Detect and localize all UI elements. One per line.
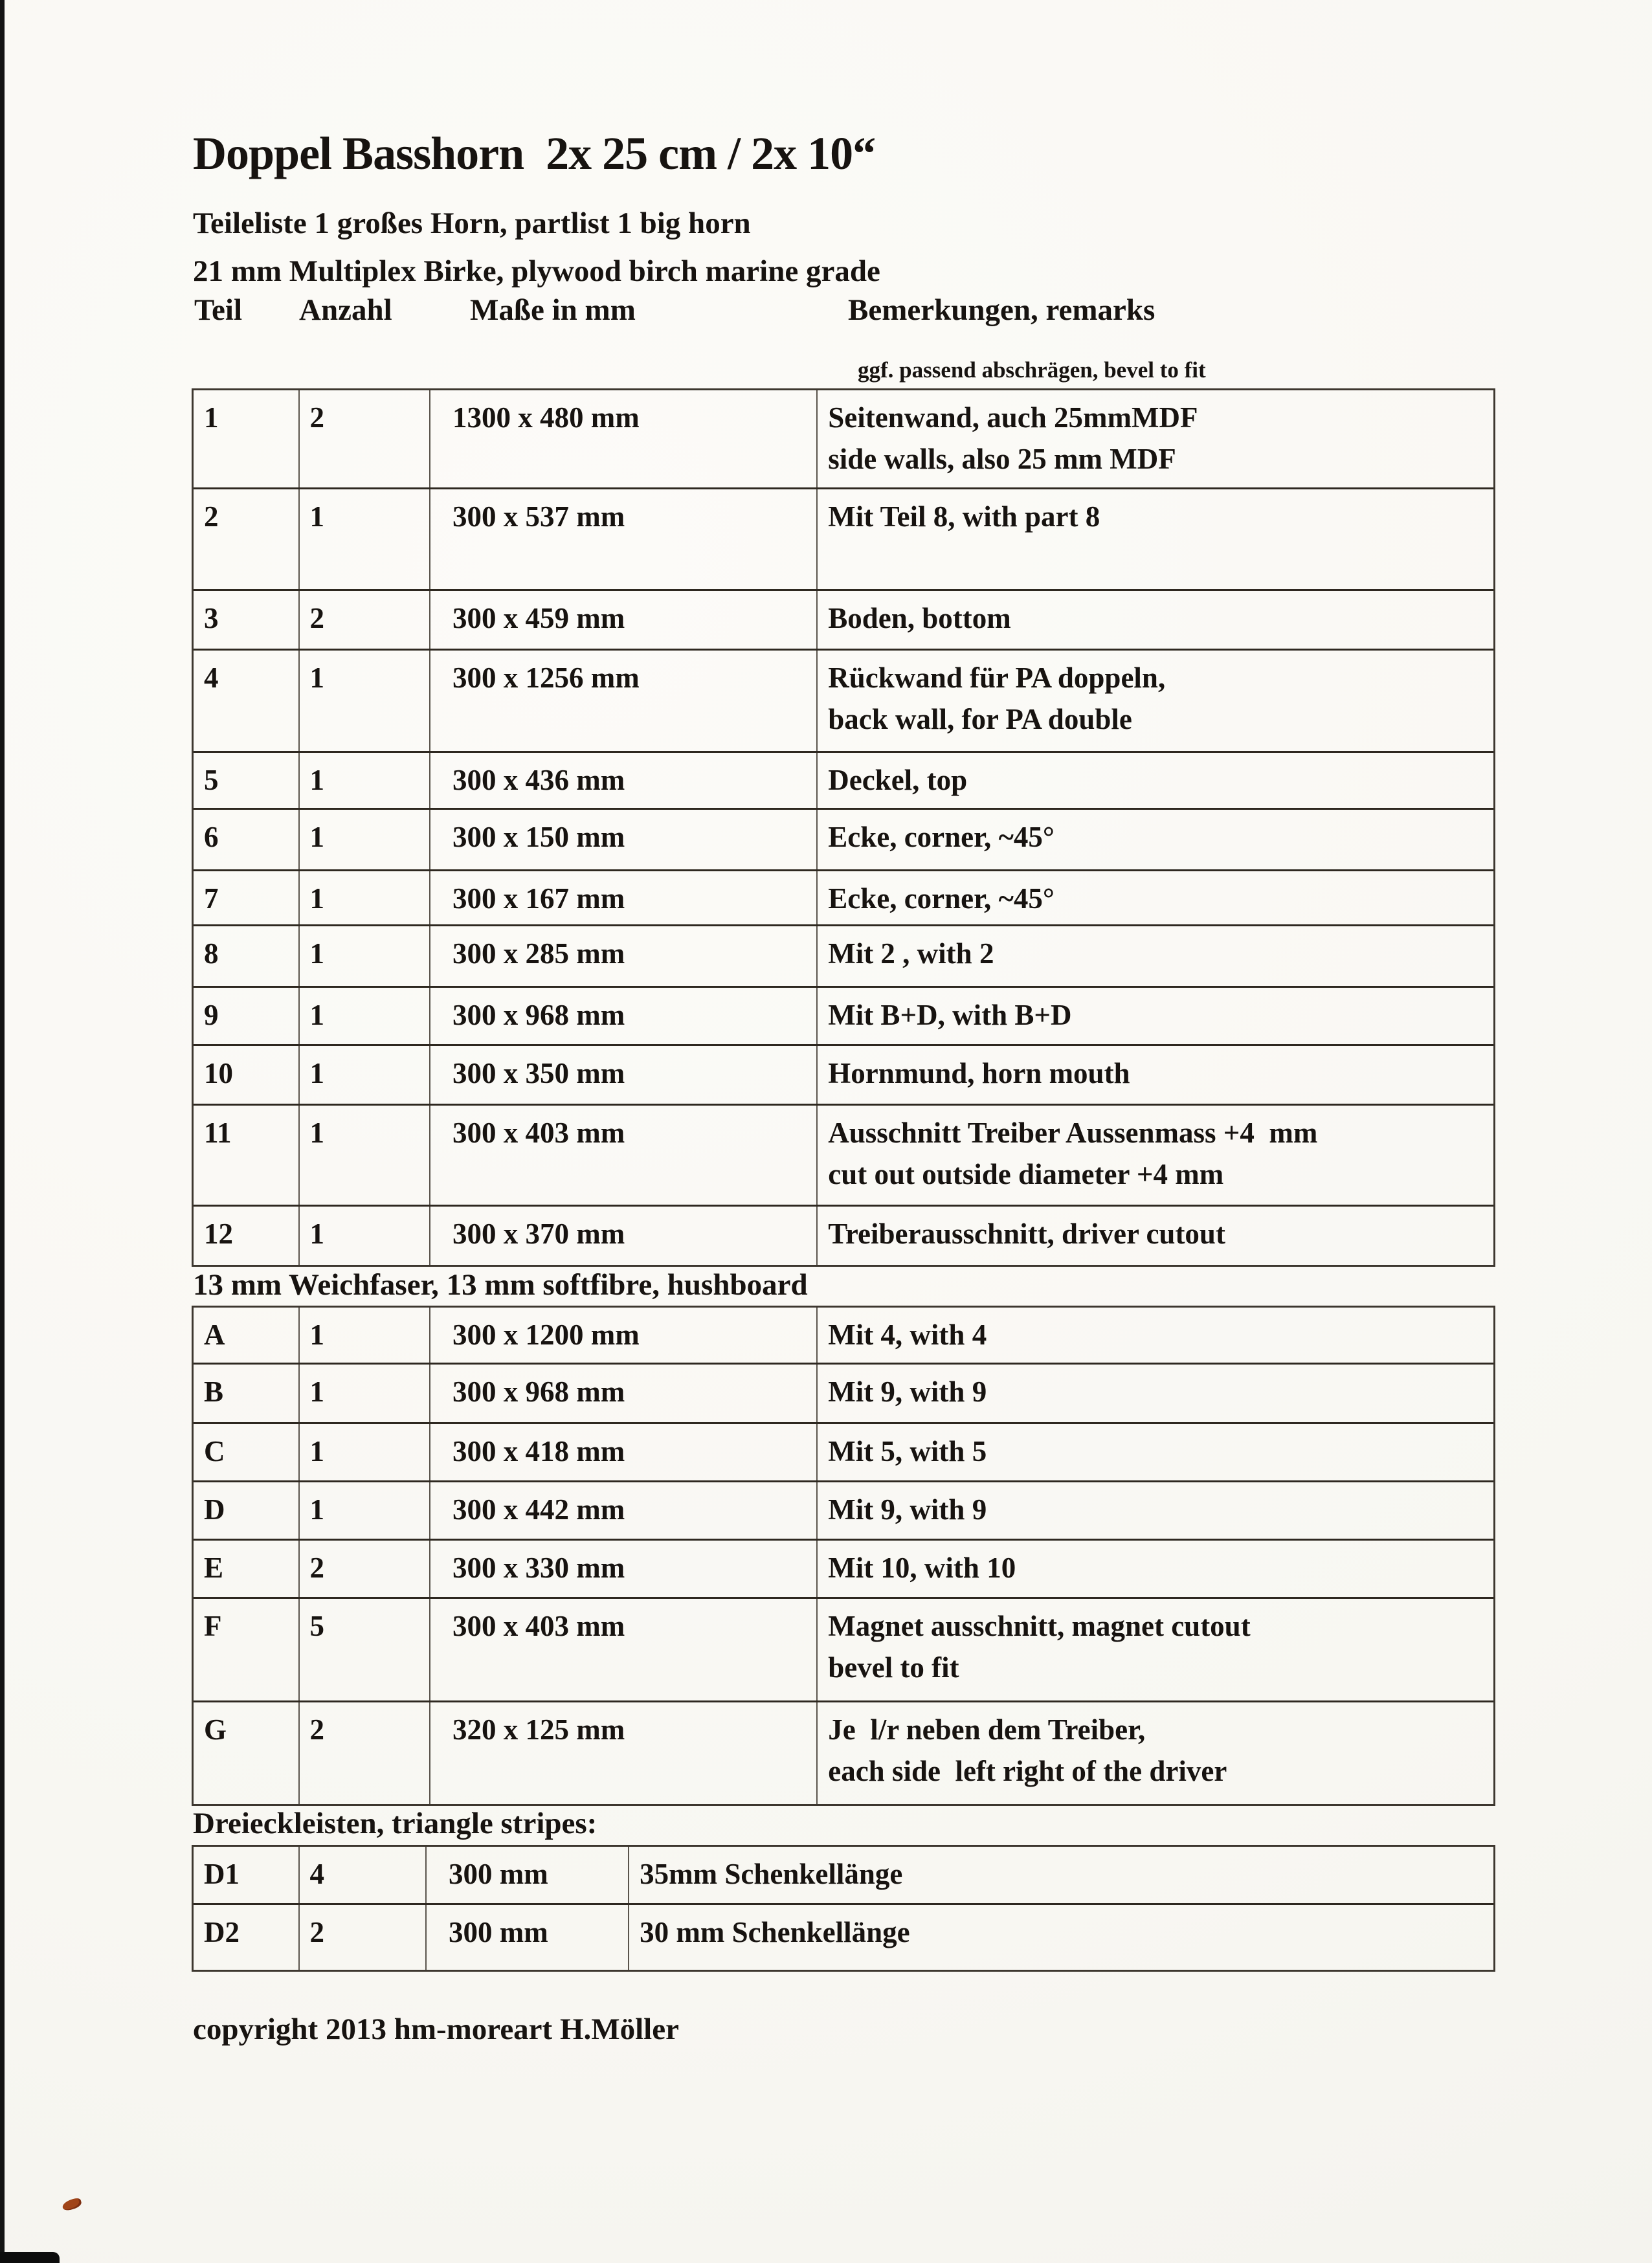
remarks-cell [818,988,1493,1044]
cell-text-line: Mit 5, with 5 [828,1435,987,1467]
dimensions-cell [430,651,818,751]
cell-text-line: 30 mm Schenkellänge [640,1916,910,1948]
cell-text-line: each side left right of the driver [828,1755,1227,1787]
remarks-cell [818,1482,1493,1539]
cell-text-line: 1 [309,1057,325,1089]
remarks-cell [818,651,1493,751]
cell-text-line: 300 x 418 mm [452,1435,625,1467]
cell-text-line: Ecke, corner, ~45° [828,821,1055,853]
cell-text-line: 300 x 436 mm [452,764,625,796]
cell-text-line: Seitenwand, auch 25mmMDF [828,401,1198,434]
cell-text-line: A [204,1319,225,1351]
cell-text-line: 300 x 442 mm [452,1493,625,1526]
cell-text-line: 300 x 403 mm [452,1117,625,1149]
ink-smudge-mark [61,2197,82,2213]
table-row [194,1847,1493,1905]
cell-text-line: Mit 2 , with 2 [828,937,994,970]
cell-text-line: 1 [309,999,325,1031]
table-row [194,1106,1493,1207]
part-id-cell [194,1702,300,1804]
quantity-cell [300,1207,430,1265]
part-id-cell [194,390,300,487]
part-id-cell [194,1847,300,1903]
quantity-cell [300,1847,427,1903]
cell-text-line: Ausschnitt Treiber Aussenmass +4 mm [828,1117,1318,1149]
part-id-cell [194,988,300,1044]
cell-text-line: Hornmund, horn mouth [828,1057,1130,1089]
cell-text-line: bevel to fit [828,1651,959,1684]
cell-text-line: 1 [309,1493,325,1526]
table-row [194,651,1493,753]
part-id-cell [194,1905,300,1970]
softfibre-section-header: 13 mm Weichfaser, 13 mm softfibre, hushboard [193,1268,808,1302]
cell-text-line: 300 x 968 mm [452,999,625,1031]
part-id-cell [194,753,300,808]
remarks-cell [818,1599,1493,1700]
dimensions-cell [430,390,818,487]
cell-text-line: 1 [309,1435,325,1467]
part-id-cell [194,1541,300,1597]
remarks-cell [818,1207,1493,1265]
cell-text-line: 4 [309,1858,325,1890]
cell-text-line: 1 [309,1319,325,1351]
dimensions-cell [430,1106,818,1205]
remarks-cell [818,871,1493,924]
cell-text-line: 4 [204,662,219,694]
cell-text-line: Ecke, corner, ~45° [828,882,1055,915]
dimensions-cell [430,1308,818,1363]
cell-text-line: Mit 10, with 10 [828,1552,1016,1584]
cell-text-line: 5 [309,1610,325,1642]
column-header-bemerkungen: Bemerkungen, remarks [848,293,1155,327]
cell-text-line: 3 [204,602,219,634]
quantity-cell [300,390,430,487]
cell-text-line: C [204,1435,225,1467]
table-row [194,1541,1493,1599]
dimensions-cell [430,1365,818,1422]
remarks-cell [818,1365,1493,1422]
table-row [194,810,1493,871]
cell-text-line: 300 x 285 mm [452,937,625,970]
dimensions-cell [430,1207,818,1265]
cell-text-line: 2 [309,1552,325,1584]
quantity-cell [300,753,430,808]
cell-text-line: 1 [309,764,325,796]
dimensions-cell [430,489,818,589]
remarks-cell [818,1106,1493,1205]
parts-table-plywood [192,388,1495,1267]
column-header-anzahl: Anzahl [299,293,392,327]
quantity-cell [300,810,430,869]
cell-text-line: 11 [204,1117,232,1149]
cell-text-line: 300 x 1256 mm [452,662,640,694]
cell-text-line: 2 [309,1713,325,1746]
cell-text-line: 1300 x 480 mm [452,401,640,434]
quantity-cell [300,1046,430,1104]
dimensions-cell [430,1482,818,1539]
cell-text-line: Rückwand für PA doppeln, [828,662,1166,694]
quantity-cell [300,1482,430,1539]
quantity-cell [300,651,430,751]
cell-text-line: 300 x 968 mm [452,1376,625,1408]
cell-text-line: D [204,1493,225,1526]
table-row [194,988,1493,1046]
cell-text-line: 1 [309,1218,325,1250]
table-row [194,1424,1493,1482]
cell-text-line: E [204,1552,224,1584]
scan-bottom-corner-artifact [0,2252,60,2263]
part-id-cell [194,871,300,924]
dimensions-cell [430,591,818,649]
quantity-cell [300,1424,430,1480]
cell-text-line: 320 x 125 mm [452,1713,625,1746]
part-id-cell [194,651,300,751]
cell-text-line: 7 [204,882,219,915]
subtitle-partlist: Teileliste 1 großes Horn, partlist 1 big horn [193,206,751,240]
cell-text-line: 2 [309,1916,325,1948]
cell-text-line: 2 [309,602,325,634]
cell-text-line: Mit 9, with 9 [828,1493,987,1526]
remarks-cell [818,1702,1493,1804]
cell-text-line: 300 x 370 mm [452,1218,625,1250]
cell-text-line: 1 [309,882,325,915]
dimensions-cell [430,1541,818,1597]
triangle-section-header: Dreieckleisten, triangle stripes: [193,1807,597,1840]
table-row [194,1046,1493,1106]
table-row [194,753,1493,810]
part-id-cell [194,1308,300,1363]
quantity-cell [300,1106,430,1205]
cell-text-line: 1 [204,401,219,434]
part-id-cell [194,591,300,649]
cell-text-line: 35mm Schenkellänge [640,1858,903,1890]
dimensions-cell [430,1599,818,1700]
cell-text-line: 300 x 330 mm [452,1552,625,1584]
dimensions-cell [430,753,818,808]
cell-text-line: D2 [204,1916,240,1948]
cell-text-line: 1 [309,662,325,694]
column-header-teil: Teil [194,293,243,327]
cell-text-line: 9 [204,999,219,1031]
cell-text-line: cut out outside diameter +4 mm [828,1158,1224,1190]
cell-text-line: Boden, bottom [828,602,1011,634]
cell-text-line: 300 x 350 mm [452,1057,625,1089]
cell-text-line: 300 x 537 mm [452,500,625,533]
cell-text-line: 300 mm [448,1858,548,1890]
quantity-cell [300,1308,430,1363]
quantity-cell [300,988,430,1044]
scan-left-edge-artifact [0,0,5,2263]
remarks-cell [818,753,1493,808]
cell-text-line: side walls, also 25 mm MDF [828,443,1176,475]
remarks-cell [818,1424,1493,1480]
cell-text-line: F [204,1610,222,1642]
remarks-cell [818,1541,1493,1597]
dimensions-cell [430,810,818,869]
cell-text-line: 300 x 459 mm [452,602,625,634]
quantity-cell [300,926,430,986]
cell-text-line: G [204,1713,227,1746]
quantity-cell [300,871,430,924]
table-row [194,1599,1493,1702]
cell-text-line: 1 [309,1376,325,1408]
part-id-cell [194,1046,300,1104]
quantity-cell [300,1599,430,1700]
part-id-cell [194,926,300,986]
cell-text-line: back wall, for PA double [828,703,1132,735]
dimensions-cell [430,1046,818,1104]
cell-text-line: Mit Teil 8, with part 8 [828,500,1100,533]
part-id-cell [194,810,300,869]
remarks-cell [818,1308,1493,1363]
cell-text-line: 300 x 403 mm [452,1610,625,1642]
part-id-cell [194,1599,300,1700]
dimensions-cell [430,988,818,1044]
part-id-cell [194,489,300,589]
cell-text-line: Magnet ausschnitt, magnet cutout [828,1610,1251,1642]
cell-text-line: 1 [309,500,325,533]
part-id-cell [194,1424,300,1480]
quantity-cell [300,1702,430,1804]
cell-text-line: 300 mm [448,1916,548,1948]
page-title: Doppel Basshorn 2x 25 cm / 2x 10“ [193,128,876,179]
parts-table-softfibre [192,1306,1495,1806]
dimensions-cell [427,1847,629,1903]
cell-text-line: B [204,1376,224,1408]
cell-text-line: 12 [204,1218,233,1250]
cell-text-line: 1 [309,937,325,970]
cell-text-line: 300 x 150 mm [452,821,625,853]
part-id-cell [194,1106,300,1205]
dimensions-cell [427,1905,629,1970]
table-row [194,489,1493,591]
cell-text-line: 2 [204,500,219,533]
cell-text-line: Mit B+D, with B+D [828,999,1072,1031]
remarks-cell [818,810,1493,869]
table-row [194,1482,1493,1541]
cell-text-line: 2 [309,401,325,434]
remarks-cell [818,390,1493,487]
table-row [194,1702,1493,1804]
remarks-cell [818,926,1493,986]
cell-text-line: 5 [204,764,219,796]
cell-text-line: Deckel, top [828,764,968,796]
copyright-line: copyright 2013 hm-moreart H.Möller [193,2012,679,2046]
remarks-cell [629,1905,1493,1970]
material-line: 21 mm Multiplex Birke, plywood birch marine grade [193,254,880,288]
parts-table-triangle [192,1845,1495,1972]
cell-text-line: 10 [204,1057,233,1089]
quantity-cell [300,591,430,649]
dimensions-cell [430,926,818,986]
table-row [194,1207,1493,1265]
quantity-cell [300,1365,430,1422]
quantity-cell [300,1541,430,1597]
cell-text-line: 300 x 167 mm [452,882,625,915]
cell-text-line: Je l/r neben dem Treiber, [828,1713,1146,1746]
part-id-cell [194,1482,300,1539]
remarks-cell [818,591,1493,649]
dimensions-cell [430,1424,818,1480]
table-row [194,1905,1493,1970]
remarks-cell [629,1847,1493,1903]
cell-text-line: Treiberausschnitt, driver cutout [828,1218,1225,1250]
part-id-cell [194,1365,300,1422]
quantity-cell [300,489,430,589]
table-row [194,1308,1493,1365]
cell-text-line: 6 [204,821,219,853]
cell-text-line: 300 x 1200 mm [452,1319,640,1351]
quantity-cell [300,1905,427,1970]
cell-text-line: Mit 9, with 9 [828,1376,987,1408]
bevel-note: ggf. passend abschrägen, bevel to fit [858,357,1206,383]
remarks-cell [818,1046,1493,1104]
table-row [194,1365,1493,1424]
table-row [194,871,1493,926]
remarks-cell [818,489,1493,589]
table-row [194,926,1493,988]
cell-text-line: Mit 4, with 4 [828,1319,987,1351]
cell-text-line: D1 [204,1858,240,1890]
cell-text-line: 8 [204,937,219,970]
part-id-cell [194,1207,300,1265]
table-row [194,591,1493,651]
column-header-masse: Maße in mm [470,293,636,327]
cell-text-line: 1 [309,1117,325,1149]
dimensions-cell [430,871,818,924]
table-row [194,390,1493,489]
cell-text-line: 1 [309,821,325,853]
dimensions-cell [430,1702,818,1804]
